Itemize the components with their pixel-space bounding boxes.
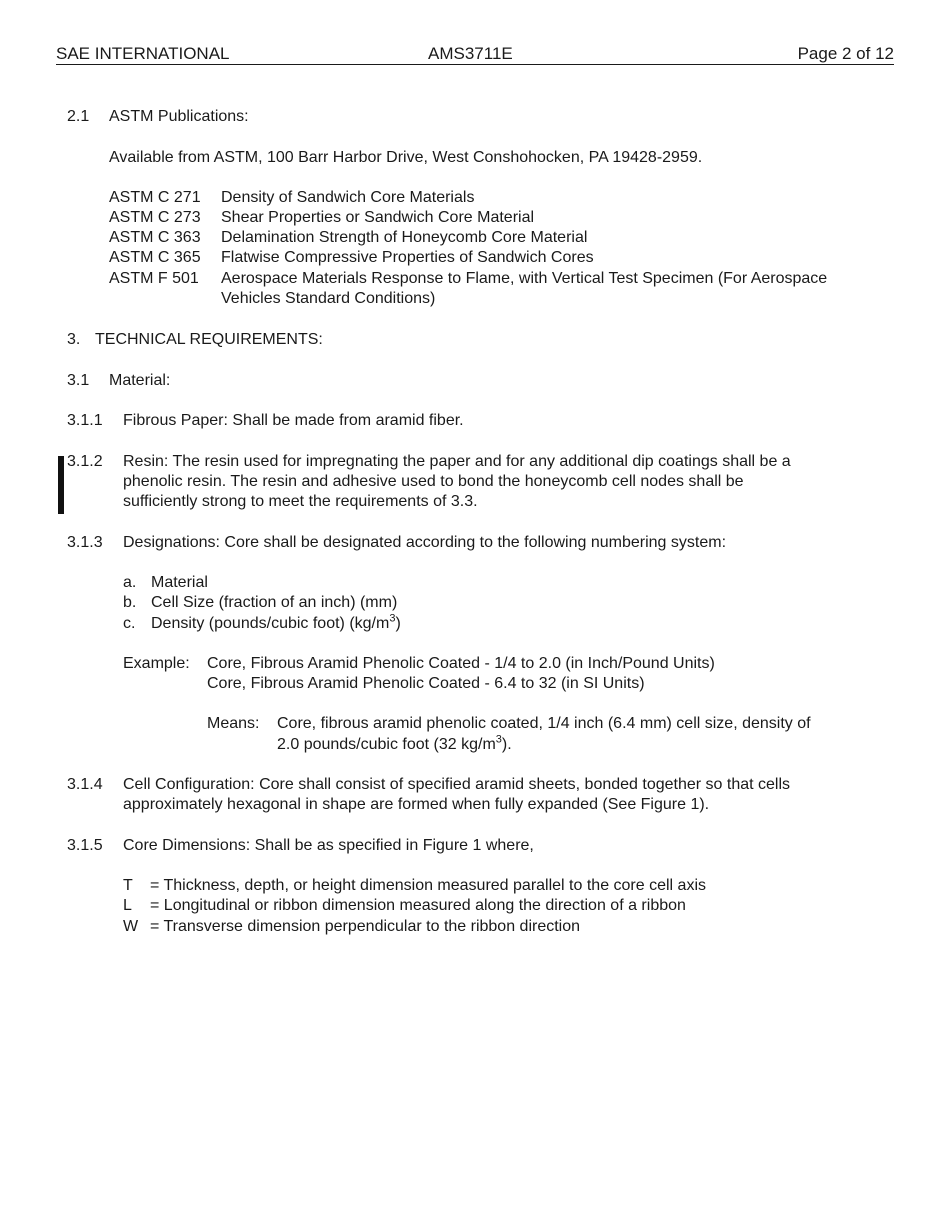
ref-title: Aerospace Materials Response to Flame, with Vertical Test Specimen (For Aerospace — [221, 270, 828, 287]
section-3-1-title: Material: — [109, 372, 171, 389]
ref-title: Density of Sandwich Core Materials — [221, 189, 475, 206]
section-3-1-2-line: Resin: The resin used for impregnating the paper and for any additional dip coatings shall be a — [123, 453, 791, 470]
ref-title: Shear Properties or Sandwich Core Material — [221, 209, 535, 226]
section-3-1-number: 3.1 — [67, 372, 90, 389]
astm-availability: Available from ASTM, 100 Barr Harbor Drive, West Conshohocken, PA 19428-2959. — [109, 149, 703, 166]
section-3-1-2-line: phenolic resin. The resin and adhesive used to bond the honeycomb cell nodes shall be — [123, 473, 744, 490]
section-3-1-1-text: Fibrous Paper: Shall be made from aramid fiber. — [123, 412, 464, 429]
section-3-1-4-line: Cell Configuration: Core shall consist of specified aramid sheets, bonded together so that cells — [123, 776, 791, 793]
superscript: 3 — [389, 612, 396, 625]
section-3-1-4-line: approximately hexagonal in shape are formed when fully expanded (See Figure 1). — [123, 796, 710, 813]
example-label: Example: — [123, 655, 190, 672]
means-label: Means: — [207, 715, 260, 732]
revision-bar — [58, 456, 64, 514]
list-letter: a. — [123, 574, 137, 591]
section-3-1-5-number: 3.1.5 — [67, 837, 103, 854]
section-3-1-4-number: 3.1.4 — [67, 776, 103, 793]
section-3-1-3-number: 3.1.3 — [67, 534, 103, 551]
ref-code: ASTM C 273 — [109, 209, 201, 226]
superscript: 3 — [495, 733, 502, 746]
header-page: Page 2 of 12 — [797, 44, 894, 63]
section-3-1-2-number: 3.1.2 — [67, 453, 103, 470]
def-text: = Longitudinal or ribbon dimension measured along the direction of a ribbon — [150, 897, 686, 914]
section-3-1-1-number: 3.1.1 — [67, 412, 103, 429]
section-3-1-2-line: sufficiently strong to meet the requirements of 3.3. — [123, 493, 478, 510]
list-item: Density (pounds/cubic foot) $(kg/m^3)$ — [151, 612, 401, 632]
example-line: Core, Fibrous Aramid Phenolic Coated - 6.4 to 32 (in SI Units) — [207, 675, 645, 692]
section-2-1-number: 2.1 — [67, 108, 90, 125]
section-3-number: 3. — [67, 331, 81, 348]
section-2-1-title: ASTM Publications: — [109, 108, 249, 125]
section-3-1-5-text: Core Dimensions: Shall be as specified in Figure 1 where, — [123, 837, 534, 854]
list-letter: c. — [123, 615, 136, 632]
ref-code: ASTM C 271 — [109, 189, 201, 206]
example-line: Core, Fibrous Aramid Phenolic Coated - 1/4 to 2.0 (in Inch/Pound Units) — [207, 655, 715, 672]
list-letter: b. — [123, 594, 137, 611]
ref-code: ASTM C 363 — [109, 229, 201, 246]
means-line: 2.0 pounds/cubic foot (32 $kg/m^3$). — [277, 733, 512, 753]
def-symbol: W — [123, 918, 139, 935]
section-3-1-3-text: Designations: Core shall be designated according to the following numbering system: — [123, 534, 727, 551]
ref-code: ASTM C 365 — [109, 249, 201, 266]
means-line: Core, fibrous aramid phenolic coated, 1/4 inch (6.4 mm) cell size, density of — [277, 715, 811, 732]
list-item: Cell Size (fraction of an inch) (mm) — [151, 594, 398, 611]
def-text: = Transverse dimension perpendicular to the ribbon direction — [150, 918, 581, 935]
header-org: SAE INTERNATIONAL — [56, 44, 230, 63]
def-symbol: L — [123, 897, 132, 914]
ref-code: ASTM F 501 — [109, 270, 199, 287]
ref-title: Flatwise Compressive Properties of Sandwich Cores — [221, 249, 594, 266]
def-text: = Thickness, depth, or height dimension measured parallel to the core cell axis — [150, 877, 707, 894]
section-3-title: TECHNICAL REQUIREMENTS: — [95, 331, 323, 348]
ref-title: Delamination Strength of Honeycomb Core Material — [221, 229, 588, 246]
def-symbol: T — [123, 877, 133, 894]
list-item: Material — [151, 574, 208, 591]
ref-title-continued: Vehicles Standard Conditions) — [221, 290, 436, 307]
header-doc-number: AMS3711E — [428, 44, 513, 63]
header-rule — [56, 64, 894, 65]
